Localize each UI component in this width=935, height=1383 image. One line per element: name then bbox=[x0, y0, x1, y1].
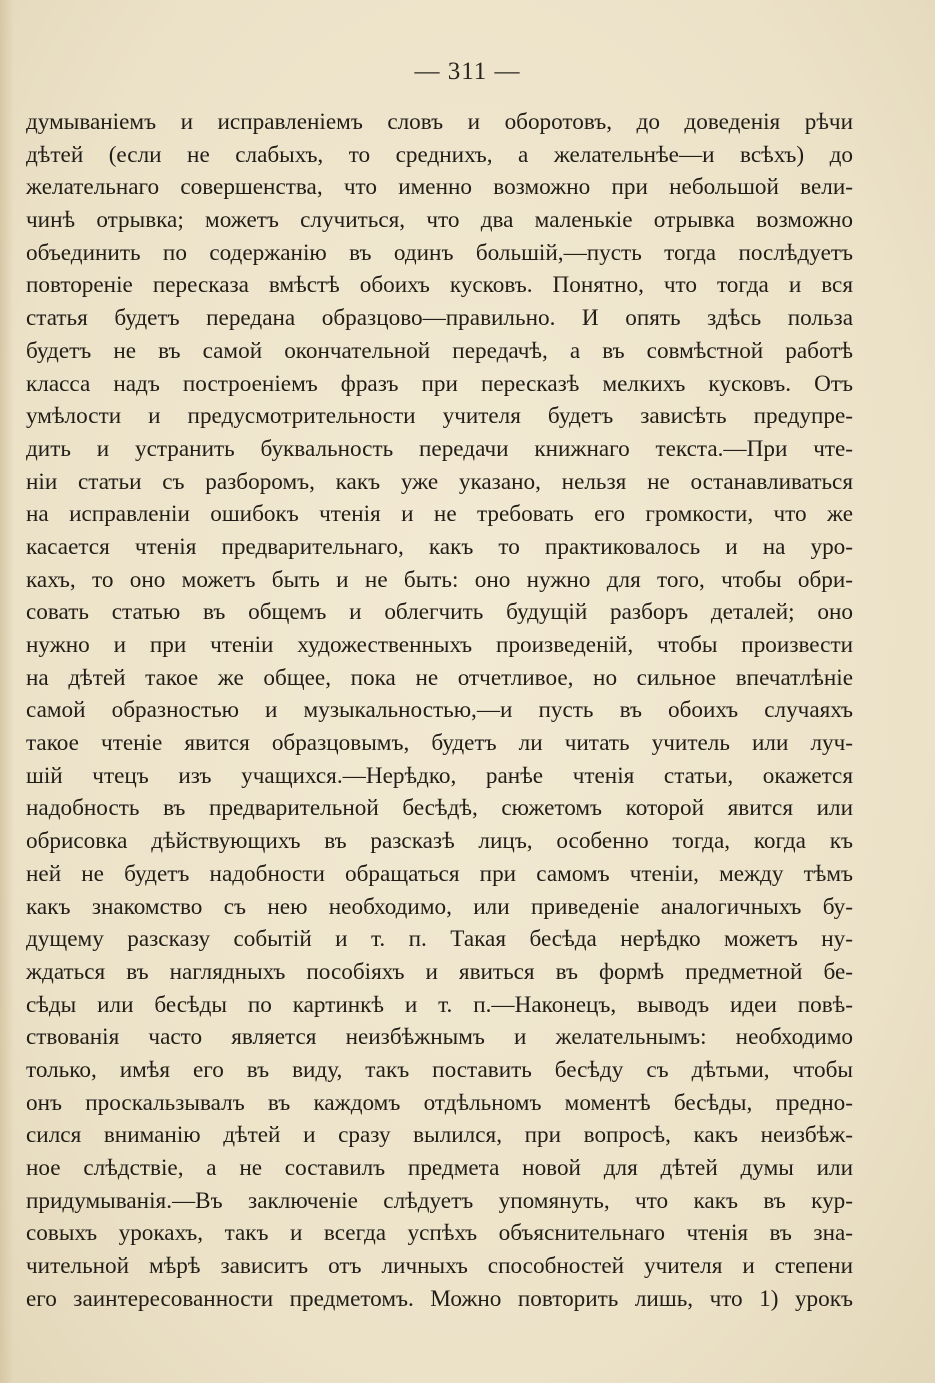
page-number: — 311 — bbox=[414, 58, 521, 85]
page-edge-shadow bbox=[0, 0, 14, 1383]
text-line: шiй чтецъ изъ учащихся.—Нерѣдко, ранѣе чтенiя статьи, окажется bbox=[26, 762, 853, 789]
text-line: сѣды или бесѣды по картинкѣ и т. п.—Наконецъ, выводъ идеи повѣ- bbox=[26, 991, 853, 1018]
text-line: статья будетъ передана образцово—правильно. И опять здѣсь польза bbox=[26, 305, 853, 332]
text-line: совать статью въ общемъ и облегчить будущiй разборъ деталей; оно bbox=[26, 599, 853, 626]
text-line: чительной мѣрѣ зависитъ отъ личныхъ способностей учителя и степени bbox=[26, 1253, 853, 1280]
text-line: умѣлости и предусмотрительности учителя будетъ зависѣть предупре- bbox=[26, 403, 853, 430]
text-line: думыванiемъ и исправленiемъ словъ и оборотовъ, до доведенiя рѣчи bbox=[26, 109, 853, 135]
text-line: только, имѣя его въ виду, такъ поставить бесѣду съ дѣтьми, чтобы bbox=[26, 1056, 853, 1083]
text-line: класса надъ построенiемъ фразъ при пересказѣ мелкихъ кусковъ. Отъ bbox=[26, 370, 853, 397]
text-line: надобность въ предварительной бесѣдѣ, сюжетомъ которой явится или bbox=[26, 795, 853, 822]
text-line: ное слѣдствiе, а не составилъ предмета новой для дѣтей думы или bbox=[26, 1155, 853, 1181]
text-line: объединить по содержанiю въ одинъ большiй,—пусть тогда послѣдуетъ bbox=[26, 239, 853, 266]
text-line: на дѣтей такое же общее, пока не отчетливое, но сильное впечатлѣнiе bbox=[26, 664, 853, 691]
text-line: будетъ не въ самой окончательной передачѣ, а въ совмѣстной работѣ bbox=[26, 337, 853, 364]
text-line: нiи статьи съ разборомъ, какъ уже указано, нельзя не останавливаться bbox=[26, 468, 853, 495]
text-line: совыхъ урокахъ, такъ и всегда успѣхъ объяснительнаго чтенiя въ зна- bbox=[26, 1220, 853, 1247]
text-line: кахъ, то оно можетъ быть и не быть: оно нужно для того, чтобы обри- bbox=[26, 566, 853, 593]
text-line: самой образностью и музыкальностью,—и пусть въ обоихъ случаяхъ bbox=[26, 697, 853, 724]
text-line: какъ знакомство съ нею необходимо, или приведенiе аналогичныхъ бу- bbox=[26, 893, 853, 920]
text-line: на исправленiи ошибокъ чтенiя и не требовать его громкости, что же bbox=[26, 501, 853, 528]
text-line: сился вниманiю дѣтей и сразу вылился, при вопросѣ, какъ неизбѣж- bbox=[26, 1122, 853, 1149]
text-line: такое чтенiе явится образцовымъ, будетъ ли читать учитель или луч- bbox=[26, 730, 853, 757]
text-line: дущему разсказу событiй и т. п. Такая бесѣда нерѣдко можетъ ну- bbox=[26, 926, 853, 953]
text-line: его заинтересованности предметомъ. Можно повторить лишь, что 1) урокъ bbox=[26, 1285, 853, 1312]
text-line: нужно и при чтенiи художественныхъ произведенiй, чтобы произвести bbox=[26, 632, 853, 658]
text-line: желательнаго совершенства, что именно возможно при небольшой вели- bbox=[26, 174, 853, 201]
text-line: касается чтенiя предварительнаго, какъ то практиковалось и на уро- bbox=[26, 533, 853, 560]
text-line: дѣтей (если не слабыхъ, то среднихъ, а желательнѣе—и всѣхъ) до bbox=[26, 141, 853, 168]
text-line: ствованiя часто является неизбѣжнымъ и желательнымъ: необходимо bbox=[26, 1024, 853, 1051]
text-line: повторенiе пересказа вмѣстѣ обоихъ кусковъ. Понятно, что тогда и вся bbox=[26, 272, 853, 299]
body-text bbox=[26, 106, 853, 1315]
text-line: дить и устранить буквальность передачи книжнаго текста.—При чте- bbox=[26, 435, 853, 462]
text-line: ней не будетъ надобности обращаться при самомъ чтенiи, между тѣмъ bbox=[26, 860, 853, 887]
text-line: онъ проскальзывалъ въ каждомъ отдѣльномъ моментѣ бесѣды, предно- bbox=[26, 1089, 853, 1116]
text-line: ждаться въ наглядныхъ пособiяхъ и явиться въ формѣ предметной бе- bbox=[26, 958, 853, 985]
text-line: придумыванiя.—Въ заключенiе слѣдуетъ упомянуть, что какъ въ кур- bbox=[26, 1187, 853, 1214]
text-line: обрисовка дѣйствующихъ въ разсказѣ лицъ, особенно тогда, когда къ bbox=[26, 828, 853, 855]
text-line: чинѣ отрывка; можетъ случиться, что два маленькiе отрывка возможно bbox=[26, 207, 853, 234]
